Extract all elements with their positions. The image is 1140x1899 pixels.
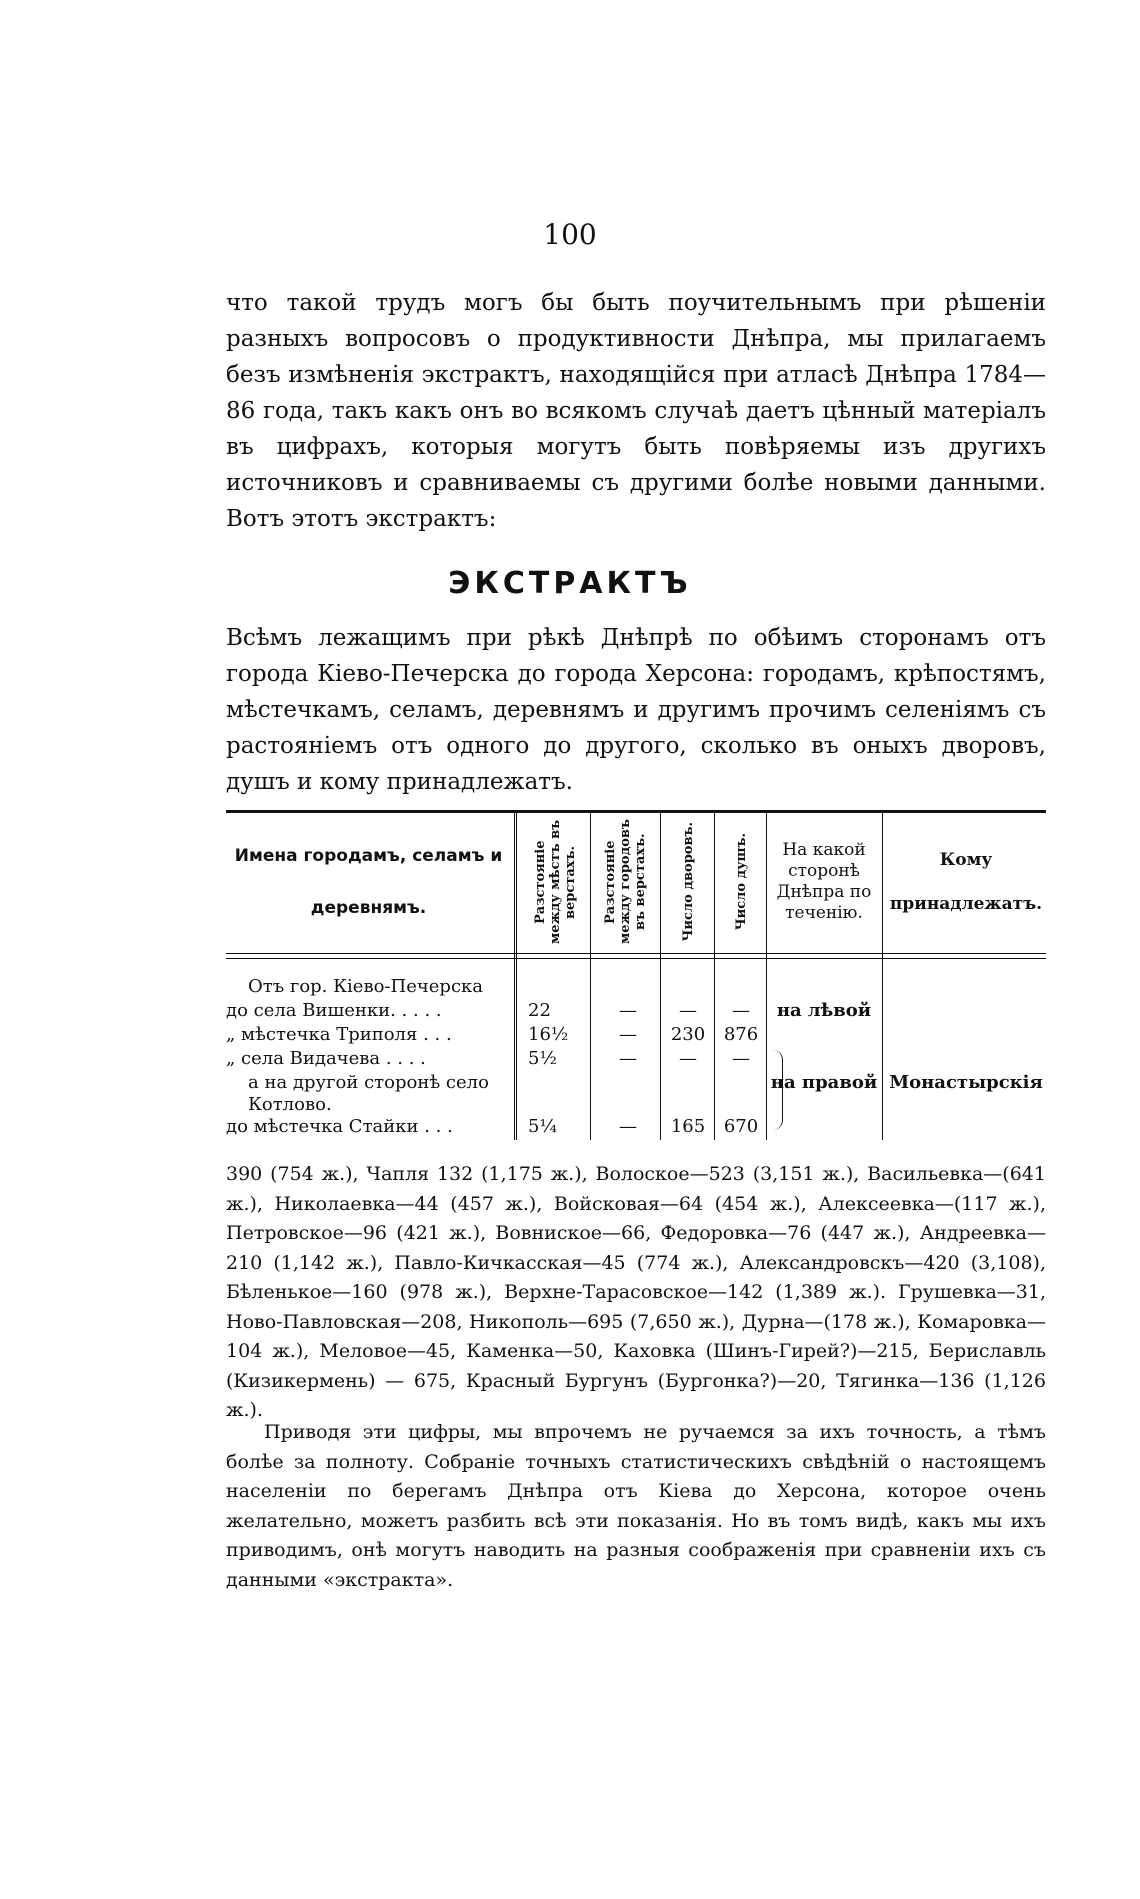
header-yards: Число дворовъ. [680,822,696,942]
cell-owner: Монастырскія [889,1072,1043,1093]
cell-name: до села Вишенки. . . . . [226,1000,442,1021]
table-row [226,1000,1046,1022]
cell-name: „ села Видачева . . . . [226,1048,426,1069]
cell-dist-places: 5¼ [528,1116,557,1137]
grouping-brace [772,1050,783,1130]
cell-dist-places: 16½ [528,1024,569,1045]
header-owner: Кому принадлежатъ. [889,850,1043,914]
cell-name: „ мѣстечка Триполя . . . [226,1024,452,1045]
lead-paragraph: Всѣмъ лежащимъ при рѣкѣ Днѣпрѣ по обѣимъ сторонамъ отъ города Кіево-Печерска до города Херсона: городамъ, крѣпостямъ, мѣстечкамъ, селамъ, деревнямъ и другимъ прочимъ селеніямъ съ растояніемъ отъ одного до другого, сколько въ оныхъ дворовъ, душъ и кому принадлежатъ. [226,625,1046,795]
page-number: 100 [543,218,597,251]
cell-yards: — [679,1048,697,1069]
cell-souls: — [732,1000,750,1021]
table-row [226,1094,1046,1116]
table-row [226,1072,1046,1094]
table-row [226,1116,1046,1138]
header-side: На какой сторонѣ Днѣпра по теченію. [776,840,872,923]
cell-dist-towns: — [619,1116,637,1137]
note-paragraph: Приводя эти цифры, мы впрочемъ не ручаемся за ихъ точность, а тѣмъ болѣе за полноту. Собраніе точныхъ статистическихъ свѣдѣній о настоящемъ населеніи по берегамъ Днѣпра отъ Кіева до Херсона, которое очень желательно, можетъ разбить всѣ эти показанія. Но въ томъ видѣ, какъ мы ихъ приводимъ, онѣ могутъ наводить на разныя соображенія при сравненіи ихъ съ данными «экстракта». [226,1421,1046,1591]
header-names: Имена городамъ, селамъ и деревнямъ. [234,846,503,918]
header-souls: Число душъ. [733,833,749,931]
table-top-rule [226,810,1046,813]
table-header-rule-2 [226,958,1046,959]
header-dist-places: Разстояніе между мѣстъ въ верстахъ. [532,819,578,945]
extract-table [226,810,1046,1140]
cell-side: на правой [770,1072,878,1093]
cell-dist-places: 22 [528,1000,551,1021]
cell-yards: 165 [670,1116,706,1137]
cell-yards: — [679,1000,697,1021]
header-dist-towns: Разстояніе между городовъ въ верстахъ. [602,819,648,945]
table-header-rule [226,953,1046,954]
cell-name: Отъ гор. Кіево-Печерска [248,976,484,997]
extract-heading: ЭКСТРАКТЪ [448,566,692,601]
cell-dist-places: 5½ [528,1048,557,1069]
table-row [226,1024,1046,1046]
cell-souls: 670 [723,1116,759,1137]
table-row [226,1048,1046,1070]
villages-paragraph: 390 (754 ж.), Чапля 132 (1,175 ж.), Волоское—523 (3,151 ж.), Васильевка—(641 ж.), Николаевка—44 (457 ж.), Войсковая—64 (454 ж.), Алексеевка—(117 ж.), Петровское—96 (421 ж.), Вовниское—66, Федоровка—76 (447 ж.), Андреевка—210 (1,142 ж.), Павло-Кичкасская—45 (774 ж.), Александровскъ—420 (3,108), Бѣленькое—160 (978 ж.), Верхне-Тарасовское—142 (1,389 ж.). Грушевка—31, Ново-Павловская—208, Никополь—695 (7,650 ж.), Дурна—(178 ж.), Комаровка—104 ж.), Меловое—45, Каменка—50, Каховка (Шинъ-Гирей?)—215, Бериславль (Кизикермень) — 675, Красный Бургунъ (Бургонка?)—20, Тягинка—136 (1,126 ж.). [226,1163,1046,1421]
cell-name: а на другой сторонѣ село [248,1072,489,1093]
cell-name: Котлово. [248,1094,332,1115]
cell-yards: 230 [670,1024,706,1045]
cell-dist-towns: — [619,1048,637,1069]
cell-souls: 876 [723,1024,759,1045]
cell-side: на лѣвой [776,1000,872,1021]
table-row [226,976,1046,998]
cell-dist-towns: — [619,1024,637,1045]
cell-souls: — [732,1048,750,1069]
cell-dist-towns: — [619,1000,637,1021]
intro-paragraph: что такой трудъ могъ бы быть поучительнымъ при рѣшеніи разныхъ вопросовъ о продуктивности Днѣпра, мы прилагаемъ безъ измѣненія экстрактъ, находящійся при атласѣ Днѣпра 1784—86 года, такъ какъ онъ во всякомъ случаѣ даетъ цѣнный матеріалъ въ цифрахъ, которыя могутъ быть повѣряемы изъ другихъ источниковъ и сравниваемы съ другими болѣе новыми данными. Вотъ этотъ экстрактъ: [226,290,1046,532]
cell-name: до мѣстечка Стайки . . . [226,1116,453,1137]
